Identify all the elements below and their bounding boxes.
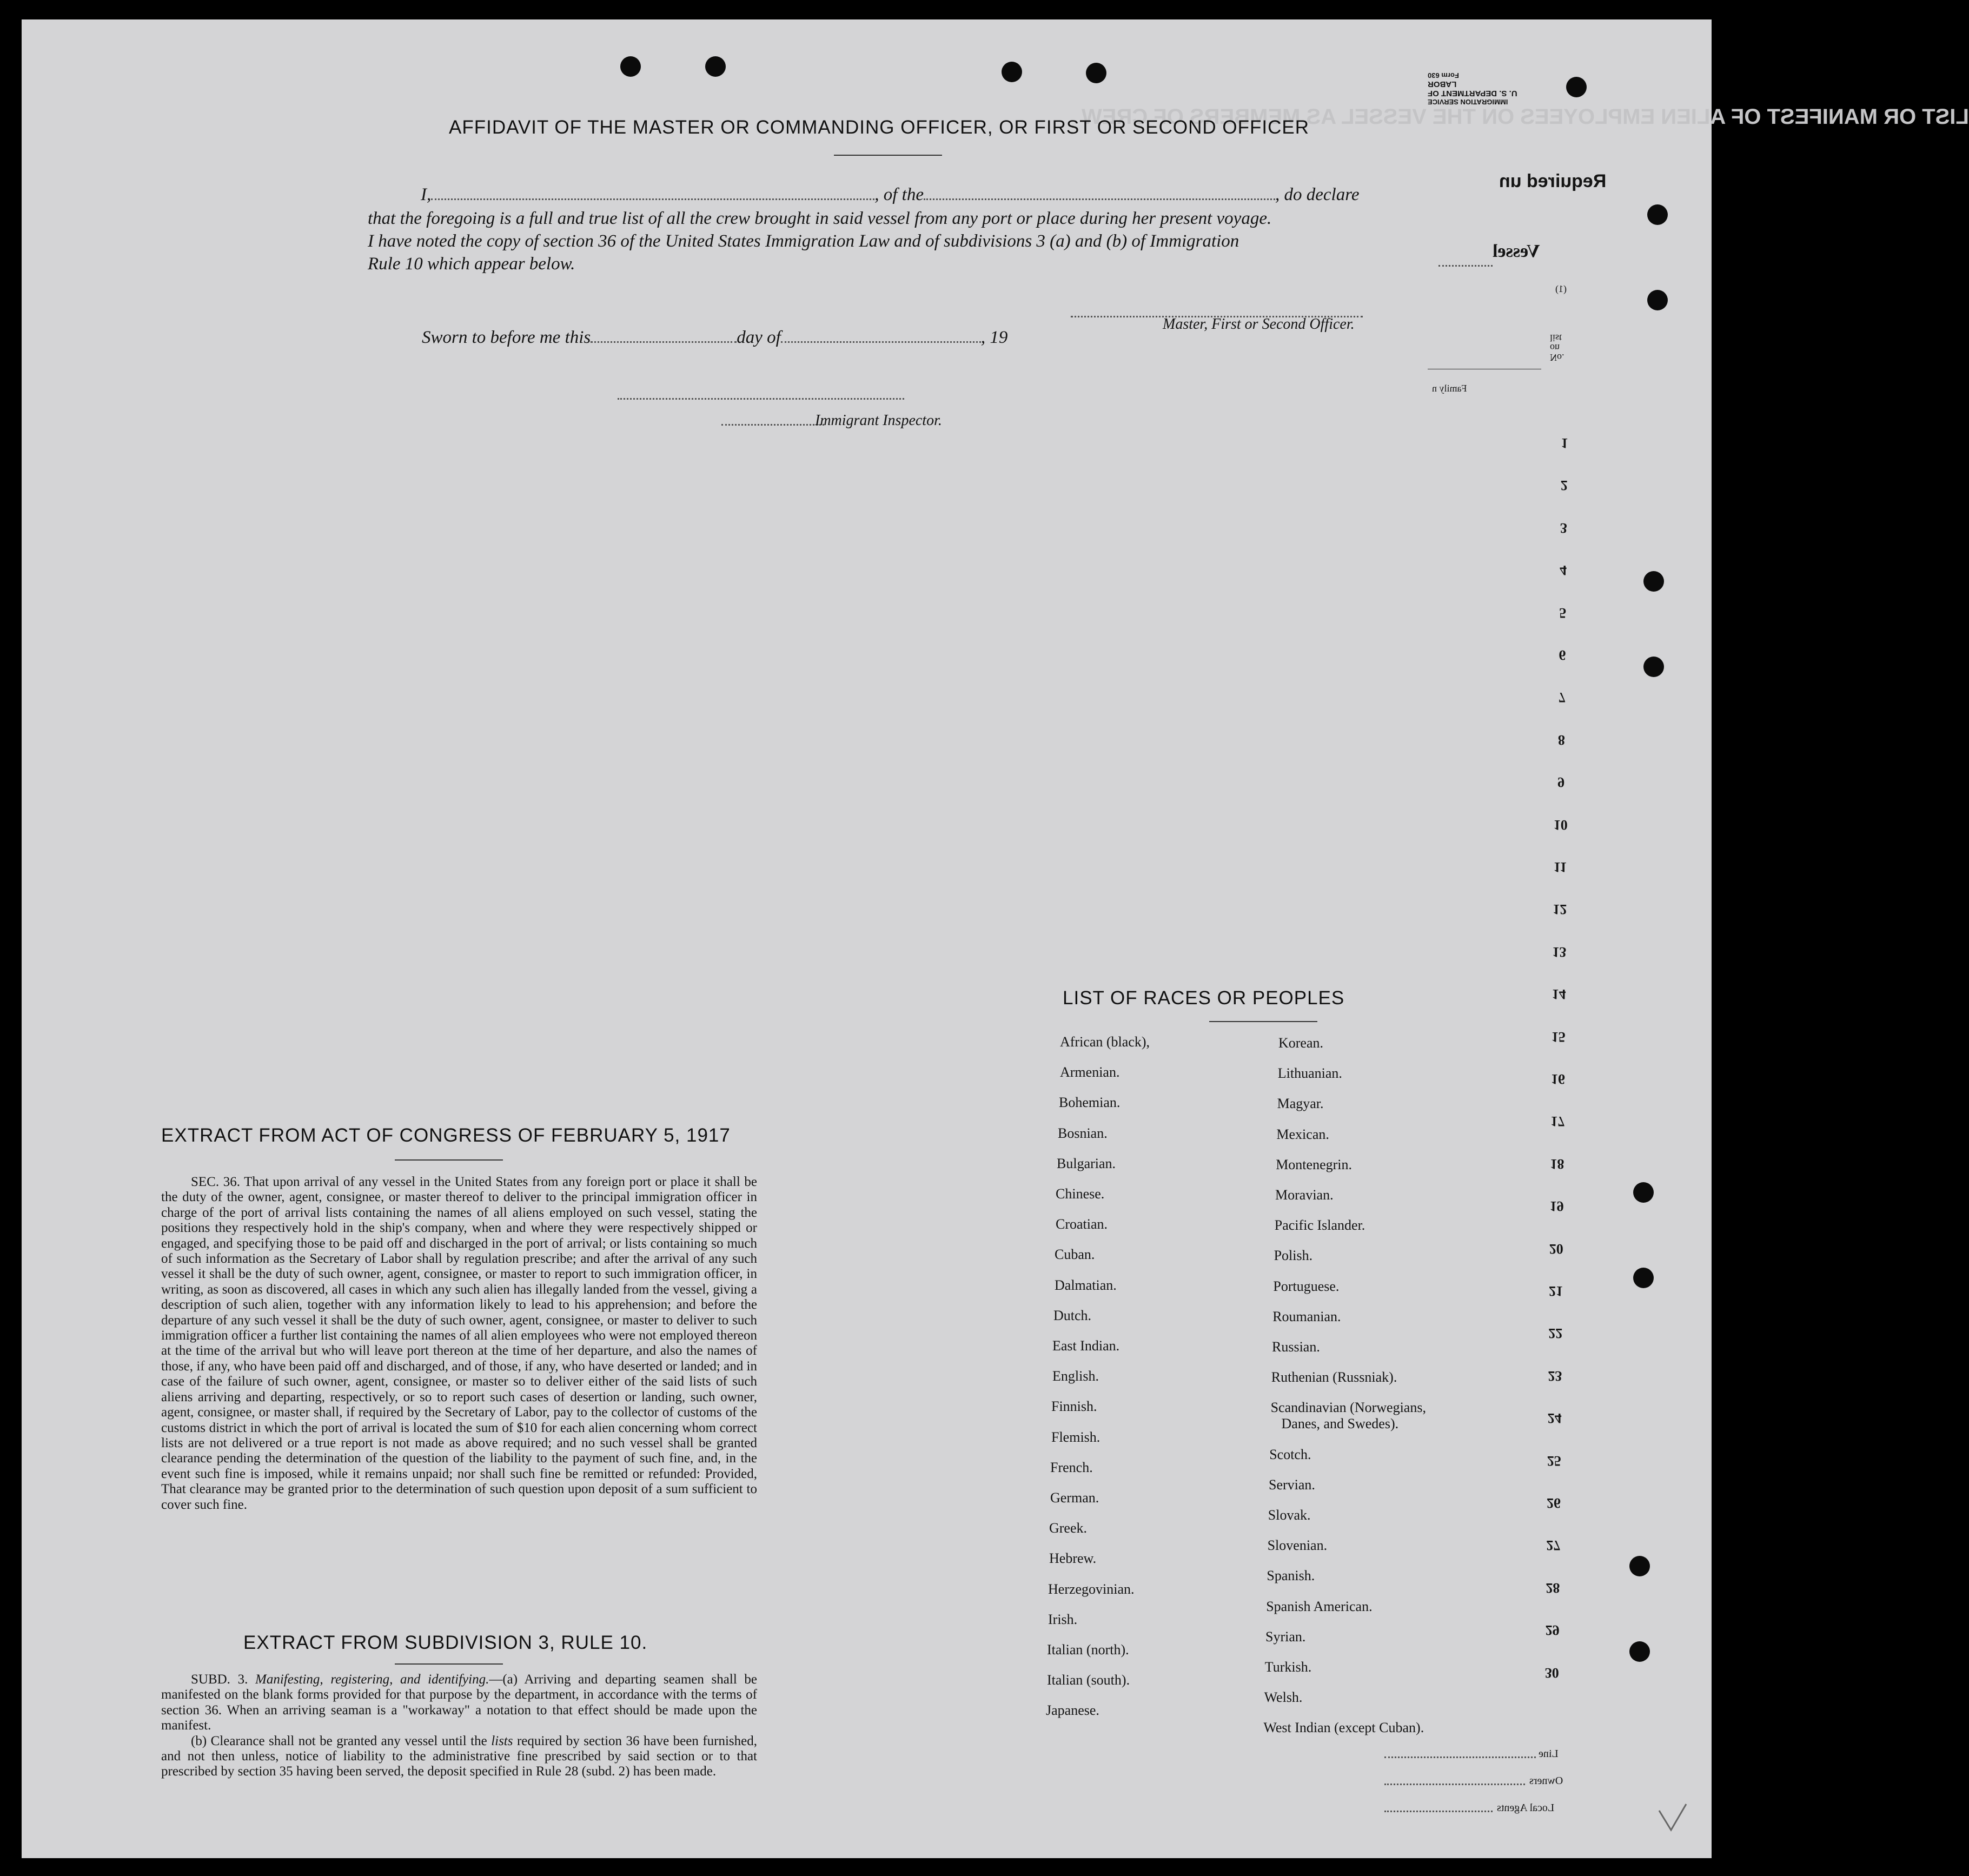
row-number: 28	[1546, 1580, 1560, 1596]
races-rule	[1209, 1021, 1317, 1022]
row-number: 9	[1557, 774, 1565, 791]
row-number: 8	[1557, 732, 1565, 748]
race-right-item: Scandinavian (Norwegians,	[1270, 1400, 1426, 1416]
row-number: 5	[1559, 605, 1567, 621]
line-label: Line	[1539, 1748, 1559, 1760]
punch-hole	[1633, 1182, 1654, 1203]
row-number: 2	[1560, 478, 1568, 494]
race-right-item: Slovak.	[1268, 1507, 1311, 1523]
race-left-item: Bohemian.	[1059, 1095, 1121, 1111]
row-number: 29	[1545, 1622, 1560, 1639]
row-number: 1	[1561, 435, 1568, 451]
affidavit-line-4: Rule 10 which appear below.	[368, 254, 575, 274]
race-right-item: Mexican.	[1276, 1126, 1329, 1142]
race-right-item: Russian.	[1272, 1339, 1320, 1355]
row-number: 20	[1549, 1241, 1563, 1257]
punch-hole	[1647, 204, 1668, 225]
race-right-item: Turkish.	[1264, 1659, 1312, 1675]
race-right-item: Lithuanian.	[1277, 1065, 1342, 1082]
no-on-list-label: No. on list	[1550, 333, 1564, 363]
race-right-item: Syrian.	[1265, 1628, 1306, 1645]
do-declare-label: , do declare	[1275, 185, 1360, 204]
subd-heading: Manifesting, registering, and identifying.	[255, 1672, 489, 1687]
row-number: 16	[1551, 1071, 1565, 1087]
act-extract-title: EXTRACT FROM ACT OF CONGRESS OF FEBRUARY 5, 1917	[161, 1125, 731, 1146]
race-left-item: French.	[1050, 1459, 1093, 1475]
race-left-item: Italian (north).	[1047, 1642, 1129, 1658]
punch-hole	[1566, 77, 1587, 97]
race-left-item: Bosnian.	[1058, 1125, 1108, 1141]
sworn-line	[422, 328, 1007, 348]
affidavit-line-1	[421, 185, 1359, 205]
race-left-item: Hebrew.	[1049, 1550, 1097, 1567]
race-left-item: Irish.	[1048, 1611, 1078, 1627]
inspector-signature-field[interactable]	[618, 385, 904, 400]
race-right-item: Danes, and Swedes).	[1281, 1416, 1399, 1432]
signature-field[interactable]	[1071, 303, 1363, 317]
dept-label: U. S. DEPARTMENT OF LABOR	[1428, 79, 1517, 98]
race-left-item: Croatian.	[1056, 1216, 1108, 1232]
race-right-item: Polish.	[1274, 1248, 1313, 1264]
row-number: 18	[1550, 1156, 1564, 1172]
owners-label: Owners	[1529, 1775, 1563, 1787]
punch-hole	[1629, 1556, 1650, 1576]
race-left-item: Italian (south).	[1047, 1672, 1130, 1688]
row-number: 10	[1553, 817, 1568, 833]
race-left-item: Dalmatian.	[1055, 1277, 1117, 1293]
punch-hole	[620, 56, 641, 77]
name-field[interactable]	[431, 185, 874, 200]
race-left-item: African (black),	[1060, 1034, 1150, 1050]
inspector-label: Immigrant Inspector.	[815, 412, 942, 429]
row-number: 13	[1552, 944, 1567, 960]
day-of-label: day of	[737, 328, 781, 347]
form-number-block	[1428, 71, 1547, 106]
showthrough-title: LIST OR MANIFEST OF ALIEN EMPLOYEES ON THE VESSEL AS MEMBERS OF CREW	[1082, 105, 1969, 129]
race-right-item: Welsh.	[1264, 1689, 1303, 1706]
para-a: —(a) Arriving and departing seamen shall be manifested on the blank forms provided for that purpose by the department, in accordance with the terms of section 36. When an arriving seaman is a "workaway" a notation to that effect should be made upon the manifest.	[161, 1672, 758, 1733]
act-rule	[395, 1159, 503, 1161]
sworn-month-field[interactable]	[781, 328, 981, 343]
race-left-item: Bulgarian.	[1057, 1155, 1116, 1171]
punch-hole	[1643, 657, 1664, 677]
i-label: I,	[421, 185, 432, 204]
race-left-item: Greek.	[1049, 1520, 1088, 1536]
signature-label: Master, First or Second Officer.	[1163, 316, 1355, 333]
affidavit-line-2: that the foregoing is a full and true list of all the crew brought in said vessel from any port or place during her present voyage.	[368, 209, 1272, 228]
line-field	[1384, 1750, 1536, 1758]
rule-extract-body	[161, 1672, 757, 1780]
race-right-item: Servian.	[1269, 1476, 1315, 1493]
punch-hole	[1643, 571, 1664, 592]
row-number: 26	[1547, 1495, 1561, 1511]
race-right-item: Ruthenian (Russniak).	[1271, 1369, 1397, 1386]
subd-b-text	[161, 1734, 757, 1780]
punch-hole	[1647, 290, 1668, 310]
row-number: 27	[1546, 1537, 1561, 1554]
form-sheet	[22, 19, 1969, 1858]
row-number: 21	[1549, 1283, 1563, 1299]
race-left-item: Flemish.	[1051, 1429, 1100, 1445]
race-right-item: Scotch.	[1269, 1446, 1311, 1462]
agents-field	[1384, 1804, 1493, 1812]
act-extract-body	[161, 1175, 757, 1513]
sec-36-text: SEC. 36. That upon arrival of any vessel in the United States from any foreign port or place it shall be the duty of the owner, agent, consignee, or master thereof to deliver to the principal immigration officer in charge of the port of arrival lists containing the names of all aliens employed on such vessel, stating the positions they respectively hold in the ship's company, when and where they were respectively shipped or engaged, and specifying those to be paid off and discharged in the port of arrival; or lists containing so much of such information as the Secretary of Labor shall by regulation prescribe; and after the arrival of any such vessel it shall be the duty of such owner, agent, consignee, or master to report to such immigration officer, in writing, as soon as discovered, all cases in which any such alien has illegally landed from the vessel, giving a description of such alien, together with any information likely to lead to his apprehension; and before the departure of any such vessel it shall be the duty of such owner, agent, consignee, or master to deliver to such immigration officer a further list containing the names of all alien employees who were not employed thereon at the time of the arrival but who will leave port thereon at the time of her departure, and also the names of those, if any, who have been paid off and discharged, and of those, if any, who have deserted or landed; and in case of the failure of such owner, agent, consignee, or master so to deliver either of the said lists of such aliens arriving and departing, respectively, or so to report such cases of desertion or landing, such owner, agent, consignee, or master shall, if required by the Secretary of Labor, pay to the collector of customs of the customs district in which the port of arrival is located the sum of $10 for each alien concerning whom correct lists are not delivered or a true report is not made as above required; and no such vessel shall be granted clearance pending the determination of the question of the liability to the payment of such fine, and, in the event such fine is imposed, while it remains unpaid; nor shall such fine be remitted or refunded: Provided, That clearance may be granted prior to the determination of such question upon deposit of a sum sufficient to cover such fine.	[161, 1175, 757, 1512]
year-label: , 19	[980, 328, 1008, 347]
row-number: 11	[1553, 859, 1567, 875]
race-right-item: Spanish American.	[1266, 1598, 1373, 1614]
race-right-item: Spanish.	[1267, 1568, 1315, 1584]
of-the-label: , of the	[874, 185, 924, 204]
row-number: 25	[1547, 1453, 1561, 1469]
punch-hole	[705, 56, 726, 77]
punch-hole	[1002, 62, 1022, 82]
row-number: 30	[1544, 1665, 1559, 1681]
para-b-lists: lists	[491, 1733, 513, 1748]
owners-field	[1384, 1777, 1525, 1785]
row-number: 23	[1548, 1368, 1562, 1384]
race-left-item: Cuban.	[1055, 1247, 1095, 1263]
check-mark-icon	[1655, 1799, 1698, 1842]
family-label: Family n	[1432, 383, 1467, 394]
agents-label: Local Agents	[1497, 1802, 1555, 1814]
inspector-field[interactable]	[721, 411, 824, 426]
subd-prefix: SUBD. 3.	[191, 1672, 248, 1687]
punch-hole	[1086, 63, 1106, 83]
row-number: 12	[1553, 901, 1567, 918]
race-right-item: Korean.	[1278, 1035, 1324, 1051]
race-left-item: Finnish.	[1051, 1398, 1097, 1415]
sworn-label: Sworn to before me this	[422, 328, 591, 347]
row-number: 24	[1547, 1410, 1562, 1427]
race-right-item: Moravian.	[1275, 1187, 1334, 1203]
row-number: 6	[1559, 647, 1566, 663]
rule-extract-title: EXTRACT FROM SUBDIVISION 3, RULE 10.	[243, 1632, 648, 1653]
race-left-item: English.	[1052, 1368, 1099, 1384]
race-left-item: Chinese.	[1056, 1186, 1105, 1202]
race-left-item: East Indian.	[1052, 1338, 1120, 1354]
title-rule	[834, 155, 942, 156]
race-right-item: Slovenian.	[1267, 1537, 1328, 1554]
race-right-item: West Indian (except Cuban).	[1263, 1720, 1424, 1736]
race-right-item: Montenegrin.	[1276, 1156, 1352, 1172]
service-label: IMMIGRATION SERVICE	[1428, 98, 1508, 106]
row-number: 22	[1548, 1325, 1563, 1342]
row-number: 15	[1551, 1029, 1566, 1045]
rule-rule	[395, 1663, 503, 1665]
form-no-label: Form 630	[1428, 71, 1459, 79]
row-number: 7	[1558, 690, 1566, 706]
para-b-rest: required by section 36 have been furnished, and not then unless, notice of liability to the administrative fine prescribed by said section or to that prescribed by section 35 having been served, the deposit specified in Rule 28 (subd. 2) has been made.	[161, 1733, 758, 1779]
race-right-item: Magyar.	[1277, 1096, 1324, 1112]
row-number: 19	[1549, 1198, 1564, 1215]
punch-hole	[1633, 1268, 1654, 1288]
punch-hole	[1629, 1641, 1650, 1662]
race-right-item: Pacific Islander.	[1274, 1217, 1365, 1234]
row-number: 17	[1550, 1113, 1565, 1130]
para-b-prefix: (b) Clearance shall not be granted any vessel until the	[191, 1733, 487, 1748]
vessel-field[interactable]	[924, 185, 1275, 200]
col-1-label: (1)	[1555, 283, 1567, 294]
vessel-label: Vessel	[1493, 241, 1540, 261]
race-right-item: Roumanian.	[1272, 1308, 1341, 1324]
race-left-item: German.	[1050, 1490, 1099, 1506]
row-number: 4	[1560, 562, 1567, 579]
affidavit-line-3: I have noted the copy of section 36 of the United States Immigration Law and of subdivisions 3 (a) and (b) of Immigration	[368, 231, 1239, 251]
required-label: Required un	[1499, 171, 1607, 191]
subd-a-text	[161, 1672, 757, 1734]
race-right-item: Portuguese.	[1273, 1278, 1340, 1294]
sworn-day-field[interactable]	[591, 328, 737, 343]
row-number: 3	[1560, 520, 1567, 536]
vessel-margin-field	[1438, 252, 1493, 267]
race-left-item: Japanese.	[1046, 1702, 1099, 1719]
row-number: 14	[1552, 986, 1566, 1003]
affidavit-title: AFFIDAVIT OF THE MASTER OR COMMANDING OFFICER, OR FIRST OR SECOND OFFICER	[449, 117, 1310, 138]
race-left-item: Herzegovinian.	[1048, 1581, 1135, 1597]
race-left-item: Dutch.	[1053, 1307, 1092, 1323]
race-left-item: Armenian.	[1060, 1064, 1120, 1080]
races-title: LIST OF RACES OR PEOPLES	[1063, 987, 1345, 1009]
